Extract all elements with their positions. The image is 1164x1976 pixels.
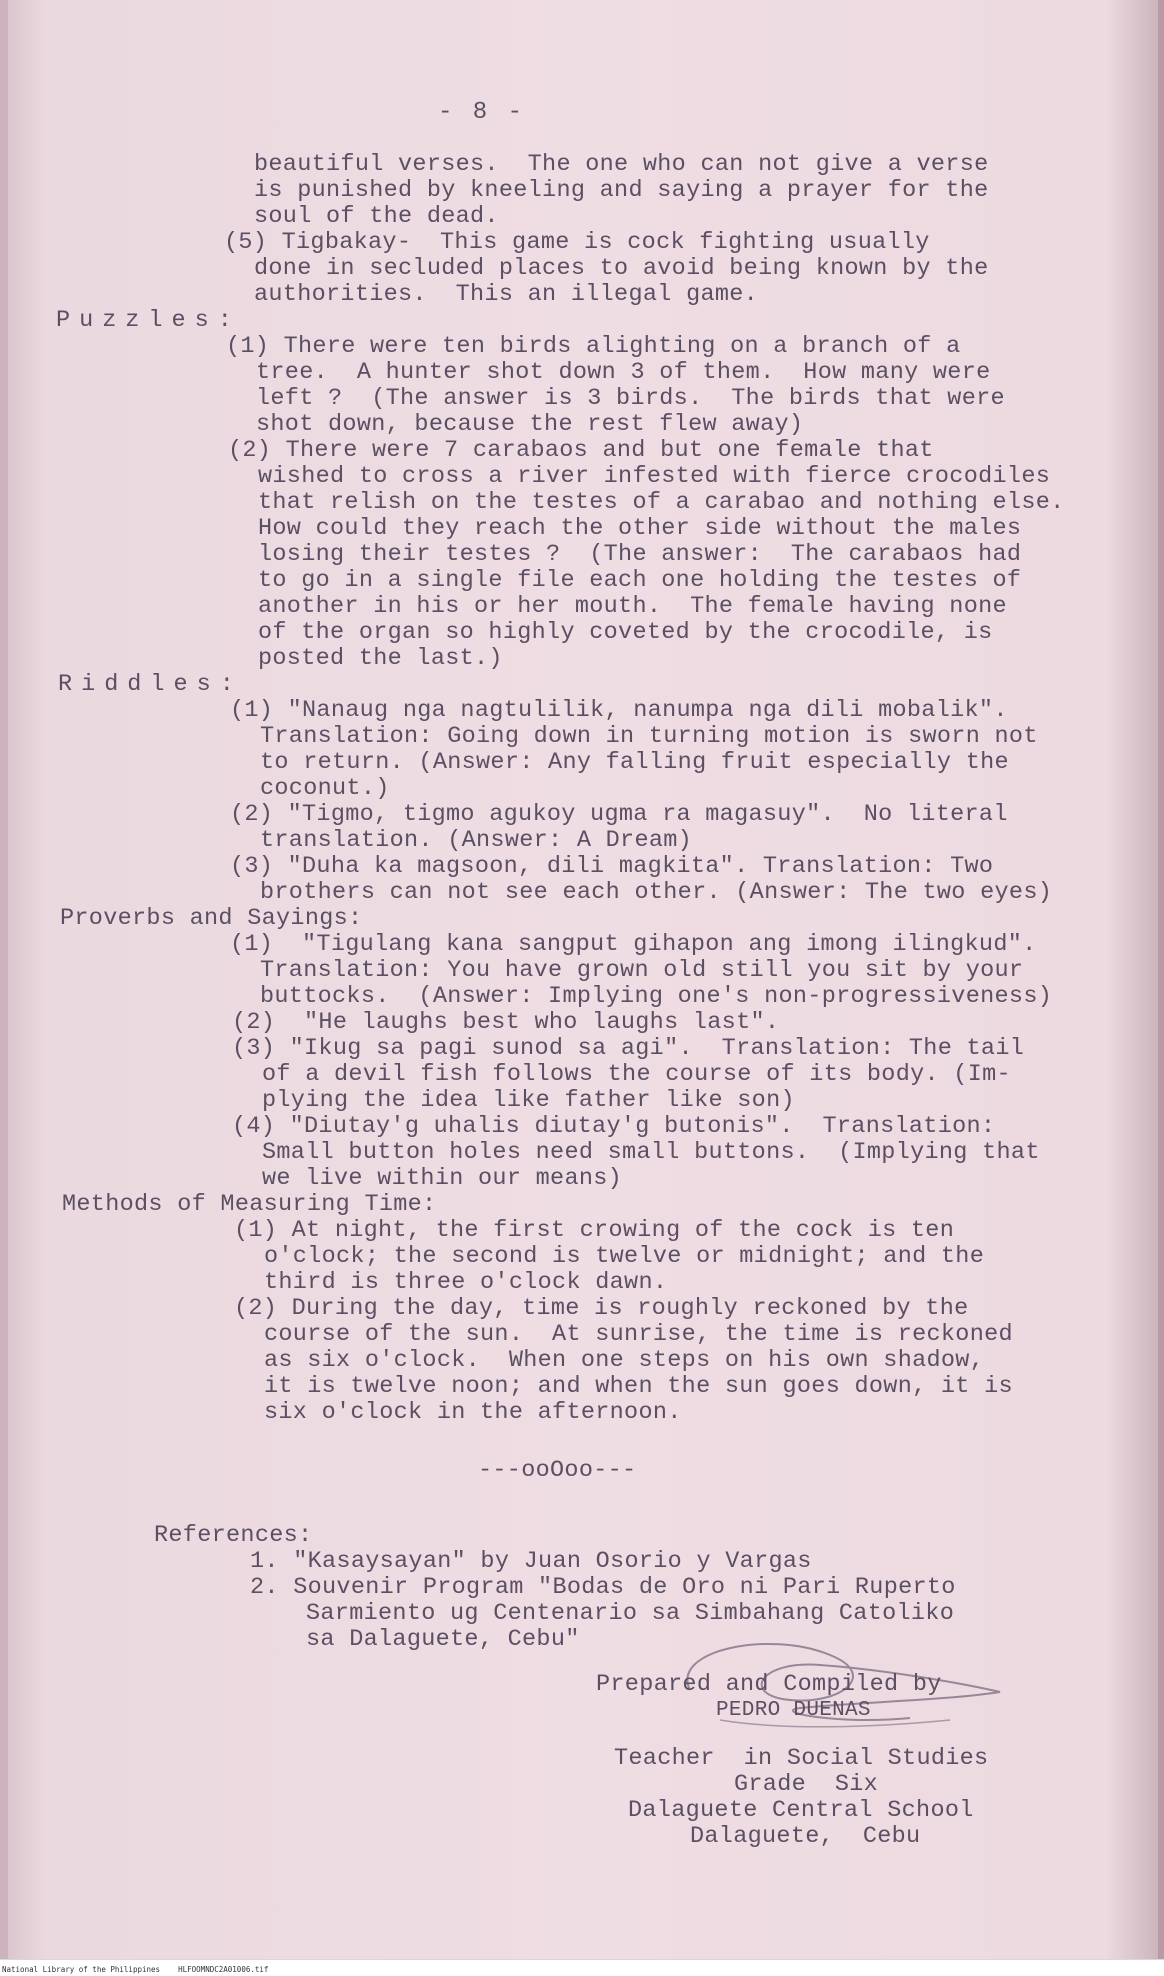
text-line: Translation: You have grown old still you sit by your — [260, 957, 1024, 984]
text-line: third is three o'clock dawn. — [264, 1269, 668, 1296]
section-separator: ---ooOoo--- — [478, 1457, 637, 1484]
author-school: Dalaguete Central School — [628, 1797, 974, 1824]
text-line: left ? (The answer is 3 birds. The birds that were — [256, 385, 1005, 412]
text-line: (2) "He laughs best who laughs last". — [232, 1009, 780, 1036]
text-line: (3) "Ikug sa pagi sunod sa agi". Translation: The tail — [232, 1035, 1025, 1062]
text-line: (3) "Duha ka magsoon, dili magkita". Translation: Two — [230, 853, 994, 880]
text-line: brothers can not see each other. (Answer: The two eyes) — [260, 879, 1053, 906]
text-line: is punished by kneeling and saying a prayer for the — [254, 177, 989, 204]
text-line: six o'clock in the afternoon. — [264, 1399, 682, 1426]
text-line: losing their testes ? (The answer: The carabaos had — [258, 541, 1022, 568]
prepared-by-label: Prepared and Compiled by — [596, 1671, 942, 1698]
text-line: Sarmiento ug Centenario sa Simbahang Catoliko — [306, 1600, 955, 1627]
text-line: Translation: Going down in turning motion is sworn not — [260, 723, 1038, 750]
text-line: wished to cross a river infested with fierce crocodiles — [258, 463, 1051, 490]
text-line: (1) There were ten birds alighting on a branch of a — [226, 333, 961, 360]
section-heading-methods: Methods of Measuring Time: — [62, 1191, 437, 1218]
text-line: (1) "Tigulang kana sangput gihapon ang imong ilingkud". — [230, 931, 1037, 958]
text-line: tree. A hunter shot down 3 of them. How many were — [256, 359, 991, 386]
text-line: of a devil fish follows the course of its body. (Im- — [262, 1061, 1011, 1088]
text-line: as six o'clock. When one steps on his own shadow, — [264, 1347, 985, 1374]
text-line: (1) "Nanaug nga nagtulilik, nanumpa nga dili mobalik". — [230, 697, 1008, 724]
text-line: to return. (Answer: Any falling fruit especially the — [260, 749, 1009, 776]
text-line: authorities. This an illegal game. — [254, 281, 759, 308]
text-line: (2) There were 7 carabaos and but one female that — [228, 437, 934, 464]
text-line: shot down, because the rest flew away) — [256, 411, 804, 438]
page-number: - 8 - — [438, 99, 526, 126]
text-line: 1. "Kasaysayan" by Juan Osorio y Vargas — [250, 1548, 812, 1575]
section-heading-riddles: Riddles: — [58, 671, 243, 698]
scan-footer — [0, 1959, 1164, 1976]
text-line: How could they reach the other side without the males — [258, 515, 1022, 542]
text-line: we live within our means) — [262, 1165, 623, 1192]
text-line: (5) Tigbakay- This game is cock fighting usually — [224, 229, 930, 256]
text-line: done in secluded places to avoid being known by the — [254, 255, 989, 282]
text-line: course of the sun. At sunrise, the time is reckoned — [264, 1321, 1013, 1348]
text-line: to go in a single file each one holding the testes of — [258, 567, 1022, 594]
text-line: it is twelve noon; and when the sun goes down, it is — [264, 1373, 1013, 1400]
author-grade: Grade Six — [734, 1771, 879, 1798]
section-heading-puzzles: Puzzles: — [56, 307, 241, 334]
scan-footer-text: National Library of the Philippines HLFOOMNDC2A01006.tif — [2, 1965, 269, 1974]
author-location: Dalaguete, Cebu — [690, 1823, 921, 1850]
text-line: that relish on the testes of a carabao and nothing else. — [258, 489, 1065, 516]
text-line: (2) During the day, time is roughly reckoned by the — [234, 1295, 969, 1322]
page-right-edge — [1158, 0, 1164, 1976]
text-line: another in his or her mouth. The female having none — [258, 593, 1007, 620]
text-line: soul of the dead. — [254, 203, 499, 230]
text-line: of the organ so highly coveted by the crocodile, is — [258, 619, 993, 646]
text-line: coconut.) — [260, 775, 390, 802]
text-line: Small button holes need small buttons. (Implying that — [262, 1139, 1040, 1166]
author-title: Teacher in Social Studies — [614, 1745, 989, 1772]
author-name: PEDRO DUENAS — [716, 1699, 871, 1722]
page-left-edge — [0, 0, 8, 1976]
text-line: posted the last.) — [258, 645, 503, 672]
text-line: plying the idea like father like son) — [262, 1087, 795, 1114]
text-line: (1) At night, the first crowing of the cock is ten — [234, 1217, 955, 1244]
text-line: (2) "Tigmo, tigmo agukoy ugma ra magasuy". No literal — [230, 801, 1008, 828]
section-heading-proverbs: Proverbs and Sayings: — [60, 905, 363, 932]
section-heading-references: References: — [154, 1522, 313, 1549]
text-line: o'clock; the second is twelve or midnight; and the — [264, 1243, 985, 1270]
text-line: 2. Souvenir Program "Bodas de Oro ni Pari Ruperto — [250, 1574, 956, 1601]
text-line: beautiful verses. The one who can not give a verse — [254, 151, 989, 178]
text-line: translation. (Answer: A Dream) — [260, 827, 693, 854]
text-line: sa Dalaguete, Cebu" — [306, 1626, 580, 1653]
text-line: (4) "Diutay'g uhalis diutay'g butonis". Translation: — [232, 1113, 996, 1140]
text-line: buttocks. (Answer: Implying one's non-progressiveness) — [260, 983, 1053, 1010]
